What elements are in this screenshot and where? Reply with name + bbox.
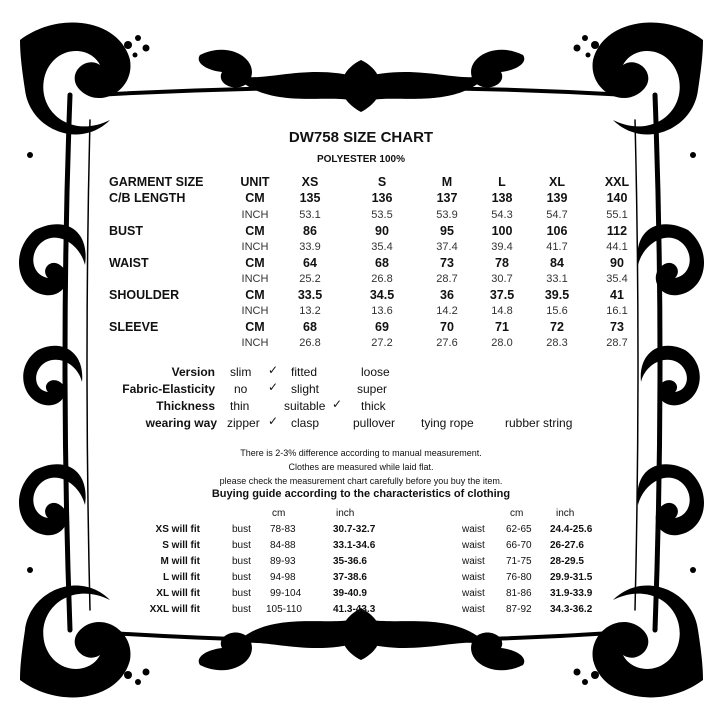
guide-bust-inch: 33.1-34.6 — [333, 540, 376, 551]
guide-waist-label: waist — [462, 540, 485, 551]
cell-inch: 27.2 — [371, 337, 393, 349]
header-xxl: XXL — [604, 175, 630, 189]
guide-waist-cm: 71-75 — [506, 556, 532, 567]
guide-bust-cm: 105-110 — [266, 604, 302, 615]
guide-bust-label: bust — [232, 556, 251, 567]
cell-inch: 28.7 — [606, 337, 628, 349]
cell-inch: 13.6 — [371, 305, 393, 317]
header-unit: UNIT — [240, 175, 270, 189]
cell-inch: 28.0 — [491, 337, 513, 349]
guide-waist-label: waist — [462, 524, 485, 535]
check-icon: ✓ — [268, 380, 279, 394]
guide-bust-inch: 37-38.6 — [333, 572, 367, 583]
guide-size: S will fit — [162, 540, 200, 551]
cell-cm: 84 — [550, 256, 564, 270]
row-label-waist: WAIST — [109, 256, 149, 270]
guide-bust-inch: 35-36.6 — [333, 556, 367, 567]
note-2: Clothes are measured while laid flat. — [288, 462, 434, 472]
cell-inch: 53.5 — [371, 209, 393, 221]
cell-cm: 72 — [550, 320, 564, 334]
elasticity-label: Fabric-Elasticity — [122, 382, 215, 396]
thickness-label: Thickness — [156, 399, 215, 413]
cell-inch: 14.8 — [491, 305, 513, 317]
guide-waist-inch: 29.9-31.5 — [550, 572, 593, 583]
cell-cm: 73 — [440, 256, 454, 270]
cell-inch: 37.4 — [436, 241, 458, 253]
cell-inch: 55.1 — [606, 209, 628, 221]
guide-bust-label: bust — [232, 540, 251, 551]
cell-cm: 69 — [375, 320, 389, 334]
guide-bust-label: bust — [232, 588, 251, 599]
check-icon: ✓ — [332, 397, 343, 411]
option-slim: slim — [230, 365, 252, 379]
option-fitted: fitted — [291, 365, 318, 379]
cell-inch: 53.9 — [436, 209, 458, 221]
cell-inch: 25.2 — [299, 273, 321, 285]
cell-cm: 90 — [610, 256, 624, 270]
cell-inch: 28.7 — [436, 273, 458, 285]
guide-waist-cm: 62-65 — [506, 524, 532, 535]
cell-cm: 136 — [371, 191, 393, 205]
cell-cm: 135 — [299, 191, 321, 205]
guide-bust-inch: 30.7-32.7 — [333, 524, 376, 535]
cell-inch: 41.7 — [546, 241, 568, 253]
guide-bust-cm: 84-88 — [270, 540, 296, 551]
guide-bust-inch: 41.3-43.3 — [333, 604, 376, 615]
page-title: DW758 SIZE CHART — [288, 129, 434, 146]
guide-bust-inch: 39-40.9 — [333, 588, 367, 599]
cell-cm: 86 — [303, 224, 317, 238]
header-s: S — [377, 175, 387, 189]
guide-waist-inch: 28-29.5 — [550, 556, 584, 567]
cell-cm: 33.5 — [297, 288, 323, 302]
guide-waist-label: waist — [462, 556, 485, 567]
row-label-shoulder: SHOULDER — [109, 288, 180, 302]
cell-cm: 112 — [606, 224, 628, 238]
guide-bust-cm: 89-93 — [270, 556, 296, 567]
guide-waist-cm: 81-86 — [506, 588, 532, 599]
cell-inch: 54.7 — [546, 209, 568, 221]
header-l: L — [498, 175, 506, 189]
guide-waist-label: waist — [462, 588, 485, 599]
cell-cm: 39.5 — [544, 288, 570, 302]
option-tying-rope: tying rope — [421, 416, 474, 430]
unit-inch: INCH — [241, 337, 269, 349]
cell-cm: 68 — [375, 256, 389, 270]
guide-waist-label: waist — [462, 572, 485, 583]
cell-inch: 27.6 — [436, 337, 458, 349]
guide-bust-cm: 99-104 — [270, 588, 302, 599]
header-garment-size: GARMENT SIZE — [109, 175, 204, 189]
header-m: M — [441, 175, 453, 189]
wearing-way-label: wearing way — [145, 416, 217, 430]
cell-inch: 26.8 — [371, 273, 393, 285]
cell-cm: 68 — [303, 320, 317, 334]
cell-cm: 37.5 — [489, 288, 515, 302]
guide-waist-label: waist — [462, 604, 485, 615]
unit-cm: CM — [245, 320, 265, 334]
cell-inch: 33.9 — [299, 241, 321, 253]
cell-cm: 138 — [491, 191, 513, 205]
version-label: Version — [171, 365, 215, 379]
cell-inch: 54.3 — [491, 209, 513, 221]
cell-cm: 106 — [546, 224, 568, 238]
cell-inch: 53.1 — [299, 209, 321, 221]
cell-cm: 90 — [375, 224, 389, 238]
header-xl: XL — [549, 175, 565, 189]
unit-cm: CM — [245, 191, 265, 205]
check-icon: ✓ — [268, 414, 279, 428]
cell-cm: 70 — [440, 320, 454, 334]
option-thick: thick — [361, 399, 386, 413]
guide-title: Buying guide according to the characteristics of clothing — [211, 488, 511, 500]
row-label-cb-length: C/B LENGTH — [109, 191, 186, 205]
option-super: super — [357, 382, 388, 396]
row-label-sleeve: SLEEVE — [109, 320, 159, 334]
cell-inch: 44.1 — [606, 241, 628, 253]
option-no: no — [234, 382, 248, 396]
cell-cm: 100 — [491, 224, 513, 238]
unit-inch: INCH — [241, 273, 269, 285]
option-slight: slight — [291, 382, 320, 396]
cell-cm: 71 — [495, 320, 509, 334]
note-3: please check the measurement chart carefully before you buy the item. — [219, 476, 503, 486]
cell-cm: 34.5 — [369, 288, 395, 302]
unit-cm: CM — [245, 288, 265, 302]
cell-cm: 73 — [610, 320, 624, 334]
guide-waist-inch: 34.3-36.2 — [550, 604, 593, 615]
note-1: There is 2-3% difference according to manual measurement. — [240, 448, 482, 458]
option-rubber-string: rubber string — [505, 416, 573, 430]
guide-waist-inch: 24.4-25.6 — [550, 524, 593, 535]
option-suitable: suitable — [284, 399, 326, 413]
guide-size: XS will fit — [155, 524, 200, 535]
cell-inch: 39.4 — [491, 241, 513, 253]
guide-waist-cm: 66-70 — [506, 540, 532, 551]
guide-col-inch: inch — [336, 508, 355, 519]
unit-cm: CM — [245, 256, 265, 270]
unit-cm: CM — [245, 224, 265, 238]
guide-waist-inch: 26-27.6 — [550, 540, 584, 551]
guide-size: XL will fit — [156, 588, 200, 599]
option-thin: thin — [230, 399, 250, 413]
unit-inch: INCH — [241, 305, 269, 317]
cell-cm: 78 — [495, 256, 509, 270]
option-clasp: clasp — [291, 416, 320, 430]
option-loose: loose — [361, 365, 390, 379]
guide-col-cm: cm — [272, 508, 286, 519]
cell-cm: 140 — [606, 191, 628, 205]
guide-size: XXL will fit — [149, 604, 200, 615]
cell-inch: 35.4 — [371, 241, 393, 253]
check-icon: ✓ — [268, 363, 279, 377]
cell-inch: 30.7 — [491, 273, 513, 285]
guide-bust-label: bust — [232, 604, 251, 615]
guide-size: M will fit — [160, 556, 200, 567]
guide-size: L will fit — [162, 572, 200, 583]
cell-inch: 35.4 — [606, 273, 628, 285]
guide-bust-label: bust — [232, 524, 251, 535]
cell-cm: 137 — [436, 191, 458, 205]
guide-waist-cm: 76-80 — [506, 572, 532, 583]
header-xs: XS — [301, 175, 319, 189]
guide-waist-inch: 31.9-33.9 — [550, 588, 593, 599]
cell-inch: 28.3 — [546, 337, 568, 349]
unit-inch: INCH — [241, 241, 269, 253]
cell-inch: 15.6 — [546, 305, 568, 317]
guide-col-inch: inch — [556, 508, 575, 519]
option-zipper: zipper — [227, 416, 260, 430]
material-label: POLYESTER 100% — [316, 154, 405, 165]
cell-inch: 26.8 — [299, 337, 321, 349]
guide-bust-cm: 94-98 — [270, 572, 296, 583]
cell-cm: 41 — [610, 288, 624, 302]
guide-col-cm: cm — [510, 508, 524, 519]
option-pullover: pullover — [353, 416, 396, 430]
unit-inch: INCH — [241, 209, 269, 221]
guide-waist-cm: 87-92 — [506, 604, 532, 615]
cell-inch: 14.2 — [436, 305, 458, 317]
row-label-bust: BUST — [109, 224, 144, 238]
cell-cm: 36 — [440, 288, 454, 302]
cell-cm: 139 — [546, 191, 568, 205]
cell-cm: 95 — [440, 224, 454, 238]
guide-bust-label: bust — [232, 572, 251, 583]
cell-inch: 13.2 — [299, 305, 321, 317]
guide-bust-cm: 78-83 — [270, 524, 296, 535]
cell-inch: 16.1 — [606, 305, 628, 317]
cell-inch: 33.1 — [546, 273, 568, 285]
cell-cm: 64 — [303, 256, 317, 270]
